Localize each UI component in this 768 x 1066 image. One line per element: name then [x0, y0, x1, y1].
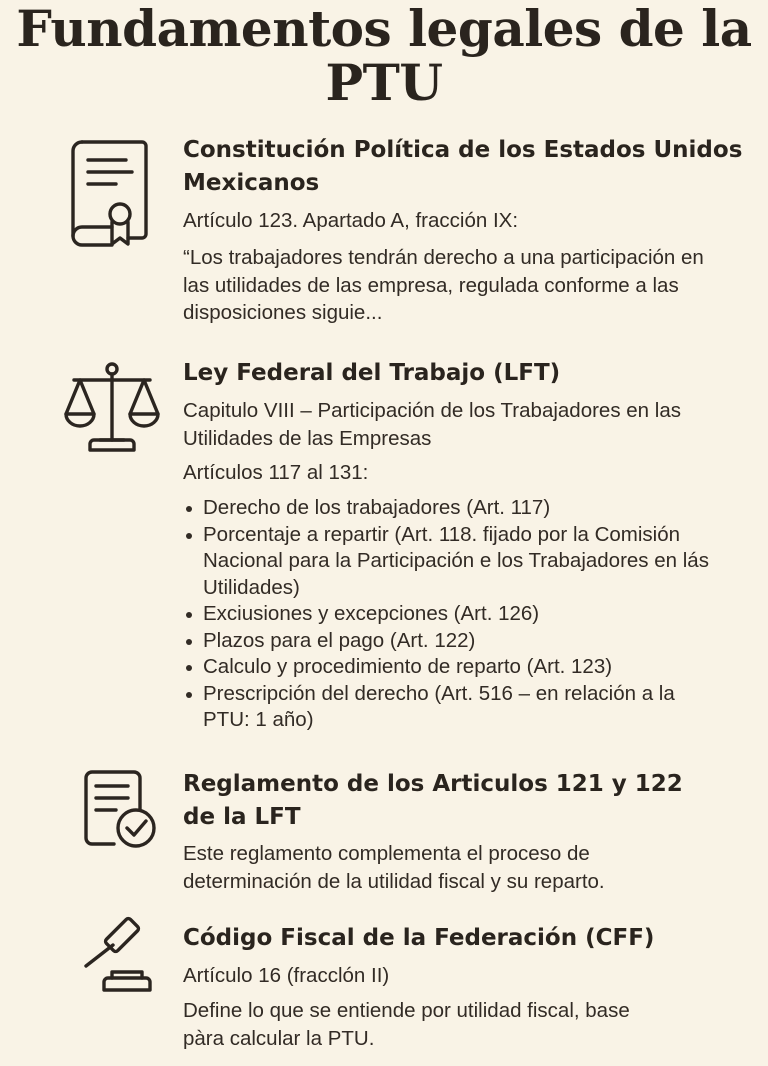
section-quote-constitucion: “Los trabajadores tendrán derecho a una participación en las utilidades de las empresa, regulada conforme a las disposiciones siguie...: [183, 246, 704, 324]
section-subtitle-lft: Capitulo VIII – Participación de los Trabajadores en las Utilidades de las Empresas: [183, 399, 681, 450]
gavel-icon: [80, 916, 156, 994]
section-subtitle-cff: Artículo 16 (fracclón II): [183, 964, 390, 987]
list-item: Calculo y procedimiento de reparto (Art. 123): [183, 654, 723, 681]
page-title: Fundamentos legales de la PTU: [16, 0, 752, 112]
section-heading-lft: Ley Federal del Trabajo (LFT): [183, 360, 561, 386]
section-subtitle-constitucion: Artículo 123. Apartado A, fracción IX:: [183, 209, 519, 232]
list-item: Exciusiones y excepciones (Art. 126): [183, 601, 723, 628]
regulation-document-check-icon: [82, 768, 158, 852]
lft-articles-list: [183, 495, 723, 734]
constitution-document-icon: [68, 138, 150, 248]
list-item: Porcentaje a repartir (Art. 118. fijado por la Comisión Nacional para la Participación e los Trabajadores en lás Utilidades): [183, 522, 723, 602]
list-item: Prescripción del derecho (Art. 516 – en relación a la PTU: 1 año): [183, 681, 723, 734]
list-item: Derecho de los trabajadores (Art. 117): [183, 495, 723, 522]
section-heading-reglamento: Reglamento de los Articulos 121 y 122 de la LFT: [183, 771, 683, 830]
section-description-reglamento: Este reglamento complementa el proceso de determinación de la utilidad fiscal y su reparto.: [183, 842, 605, 893]
section-heading-cff: Código Fiscal de la Federación (CFF): [183, 925, 655, 951]
section-description-cff: Define lo que se entiende por utilidad fiscal, base pàra calcular la PTU.: [183, 999, 630, 1050]
list-item: Plazos para el pago (Art. 122): [183, 628, 723, 655]
section-heading-constitucion: Constitución Política de los Estados Unidos Mexicanos: [183, 137, 743, 196]
section-articles-lft: Artículos 117 al 131:: [183, 461, 369, 484]
scales-of-justice-icon: [62, 360, 162, 454]
